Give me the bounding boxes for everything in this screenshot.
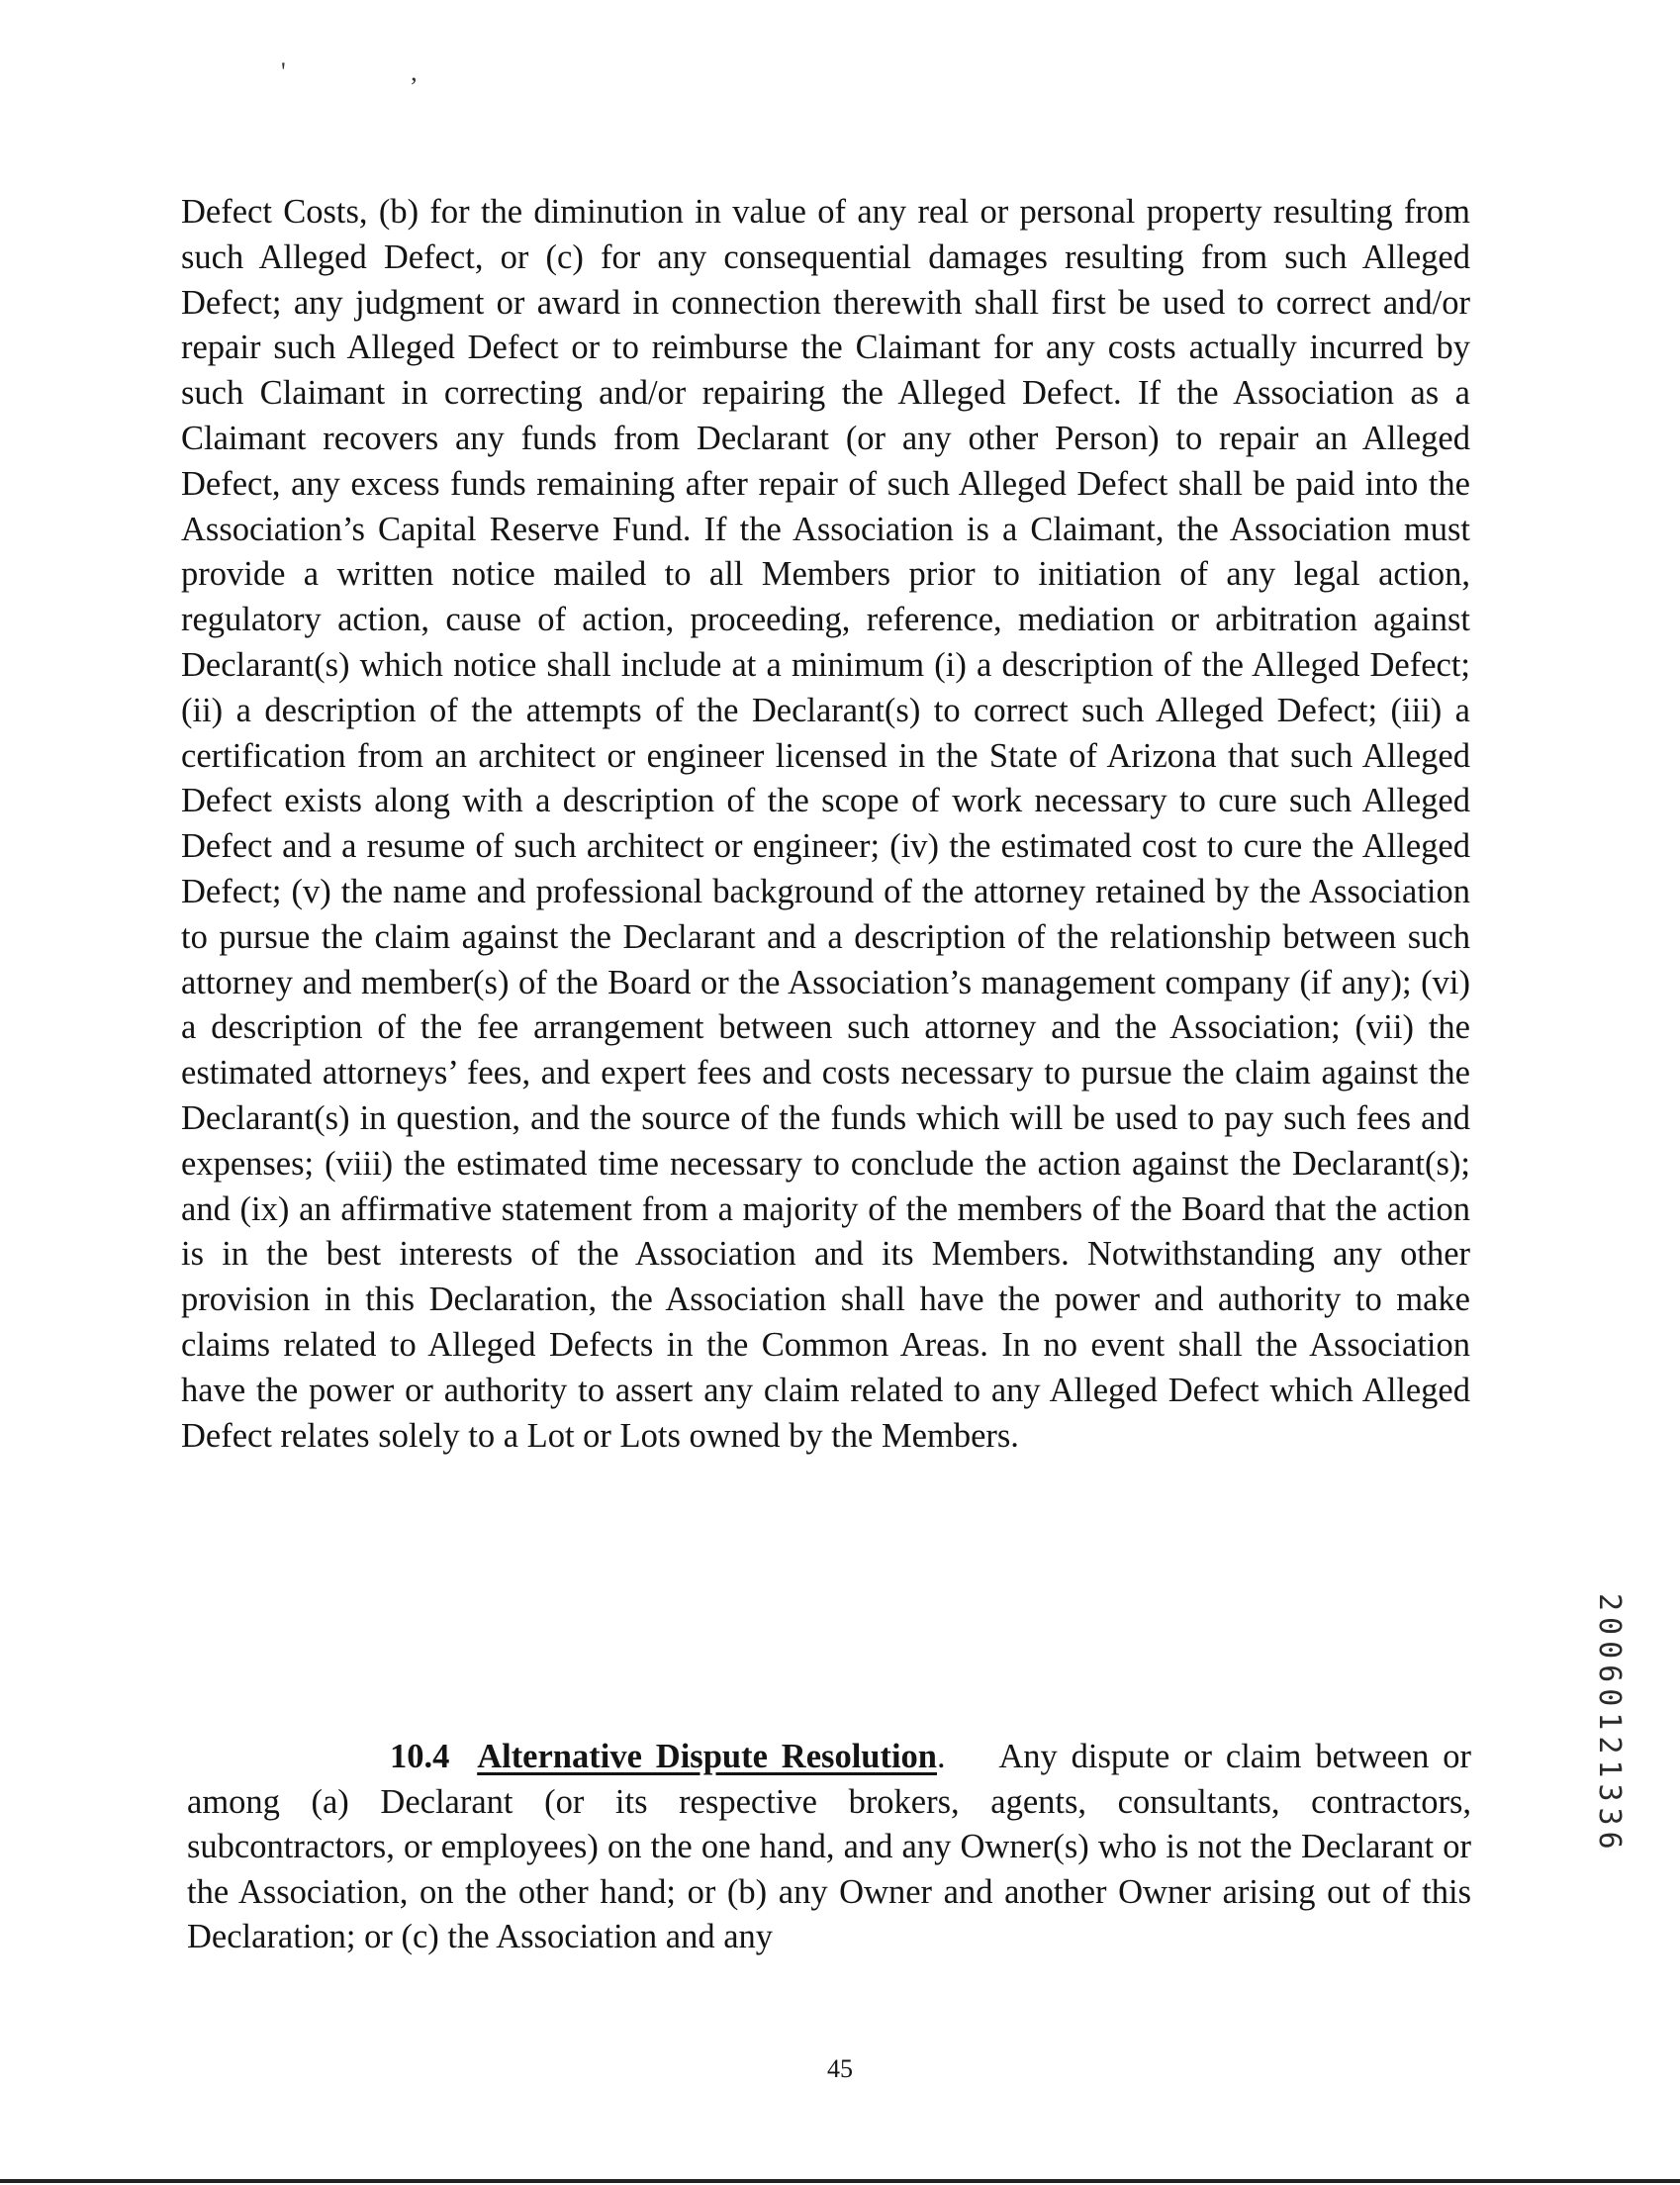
section-text: Any dispute or claim between or among (a) Declarant (or its respective brokers, agents, consultants, contractors, subcontractors, or employees) on the one hand, and any Owner(s) who is not the Declarant or the Association, on the other hand; or (b) any Owner and another Owner arising out of this Declaration; or (c) the Association and any [187, 1738, 1471, 1955]
page-number: 45 [827, 2054, 853, 2083]
recording-number-stamp [1592, 1593, 1636, 1860]
page-bottom-edge [0, 2179, 1680, 2183]
scan-artifact-marks: ' , [281, 57, 477, 86]
section-title: Alternative Dispute Resolution [477, 1738, 937, 1775]
section-number: 10.4 [390, 1738, 450, 1775]
recording-number-text: 20060121336 [1592, 1593, 1627, 1855]
section-title-period: . [936, 1738, 946, 1775]
body-paragraph: Defect Costs, (b) for the diminution in value of any real or personal property resulting from such Alleged Defect, or (c) for any consequential damages resulting from such Alleged Defect; any judgment or award in connection therewith shall first be used to correct and/or repair such Alleged Defect or to reimburse the Claimant for any costs actually incurred by such Claimant in correcting and/or repairing the Alleged Defect. If the Association as a Claimant recovers any funds from Declarant (or any other Person) to repair an Alleged Defect, any excess funds remaining after repair of such Alleged Defect shall be paid into the Association’s Capital Reserve Fund. If the Association is a Claimant, the Association must provide a written notice mailed to all Members prior to initiation of any legal action, regulatory action, cause of action, proceeding, reference, mediation or arbitration against Declarant(s) which notice shall include at a minimum (i) a description of the Alleged Defect; (ii) a description of the attempts of the Declarant(s) to correct such Alleged Defect; (iii) a certification from an architect or engineer licensed in the State of Arizona that such Alleged Defect exists along with a description of the scope of work necessary to cure such Alleged Defect and a resume of such architect or engineer; (iv) the estimated cost to cure the Alleged Defect; (v) the name and professional background of the attorney retained by the Association to pursue the claim against the Declarant and a description of the relationship between such attorney and member(s) of the Board or the Association’s management company (if any); (vi) a description of the fee arrangement between such attorney and the Association; (vii) the estimated attorneys’ fees, and expert fees and costs necessary to pursue the claim against the Declarant(s) in question, and the source of the funds which will be used to pay such fees and expenses; (viii) the estimated time necessary to conclude the action against the Declarant(s); and (ix) an affirmative statement from a majority of the members of the Board that the action is in the best interests of the Association and its Members. Notwithstanding any other provision in this Declaration, the Association shall have the power and authority to make claims related to Alleged Defects in the Common Areas. In no event shall the Association have the power or authority to assert any claim related to any Alleged Defect which Alleged Defect relates solely to a Lot or Lots owned by the Members. [181, 193, 1470, 1455]
section-10-4-paragraph [187, 1735, 1471, 1960]
